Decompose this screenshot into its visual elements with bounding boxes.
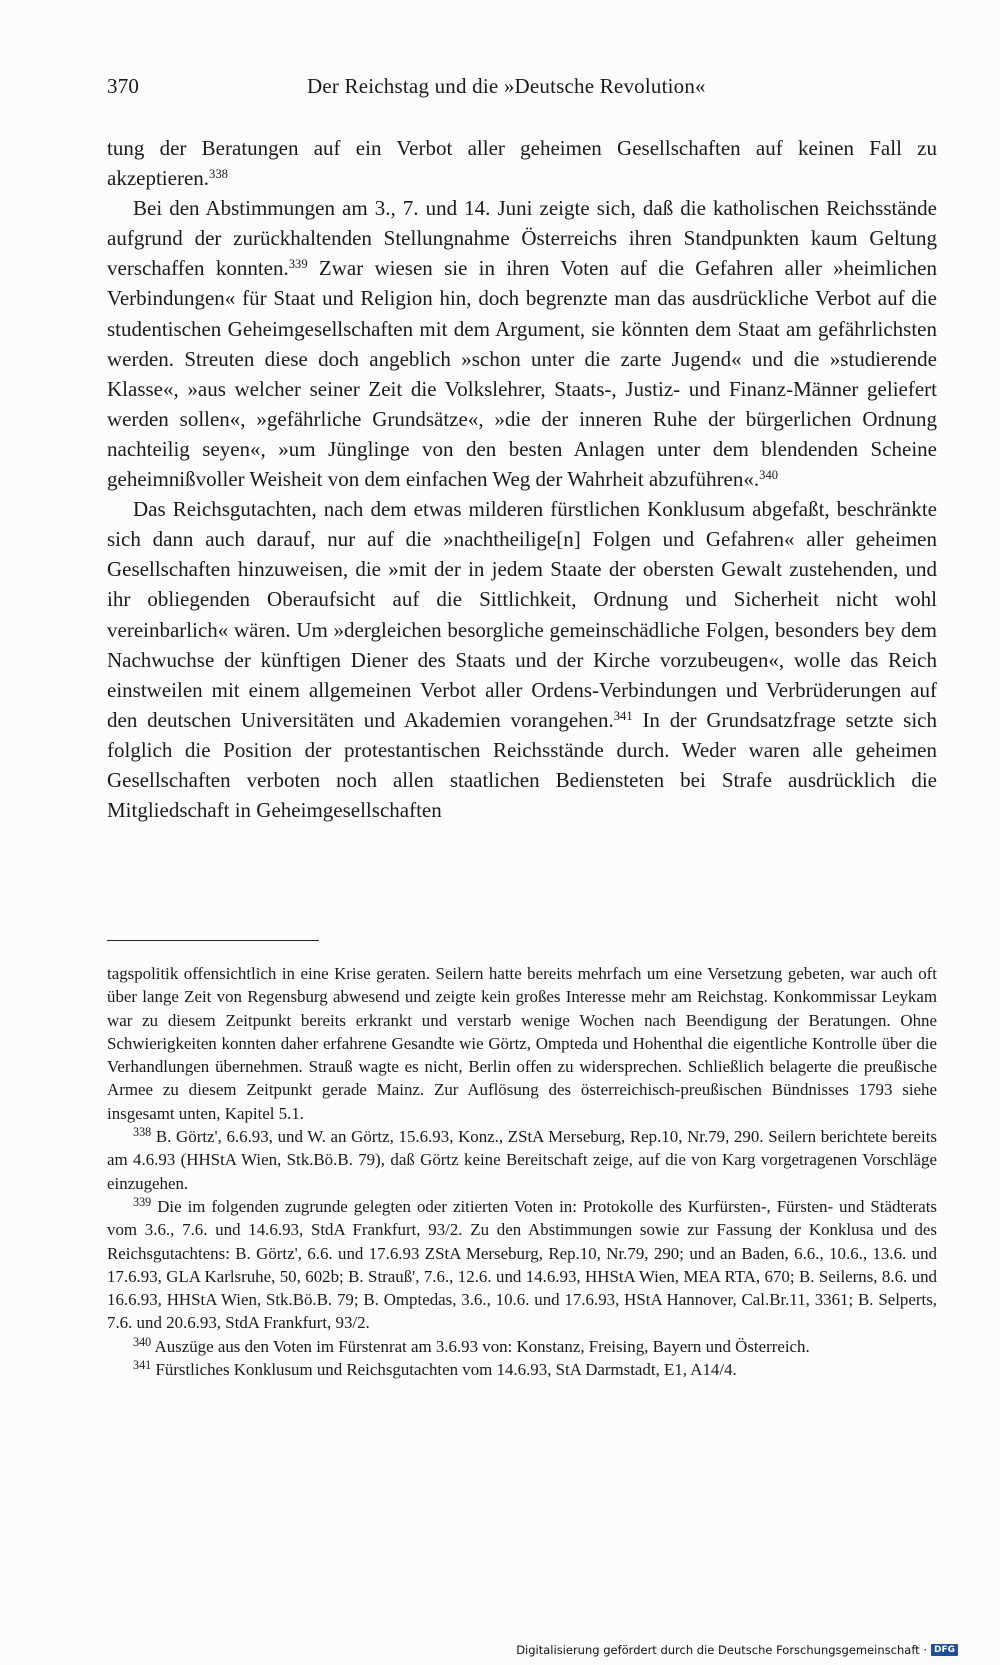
dfg-logo-icon: DFG	[931, 1644, 958, 1656]
paragraph-text: tung der Beratungen auf ein Verbot aller geheimen Gesellschaften auf keinen Fall zu akzeptieren.	[107, 136, 937, 191]
footnote-divider	[107, 940, 319, 941]
footnote-ref-340: 340	[759, 468, 779, 483]
footnote-number: 341	[133, 1357, 152, 1372]
footnote-text: Auszüge aus den Voten im Fürstenrat am 3.6.93 von: Konstanz, Freising, Bayern und Österreich.	[151, 1336, 810, 1356]
paragraph-2	[107, 193, 937, 494]
footnote-number: 340	[133, 1334, 152, 1349]
page-number: 370	[107, 74, 140, 98]
footnotes	[107, 962, 937, 1381]
footnote-text: Fürstliches Konklusum und Reichsgutachten vom 14.6.93, StA Darmstadt, E1, A14/4.	[151, 1360, 737, 1380]
paragraph-text: Zwar wiesen sie in ihren Voten auf die Gefahren aller »heimlichen Verbindungen« für Staat und Religion hin, doch begrenzte man das ausdrückliche Verbot auf die studentischen Geheimgesellschaften mit dem Argument, sie könnten dem Staat am gefährlichsten werden. Streuten diese doch angeblich »schon unter die zarte Jugend« und die »studierende Klasse«, »aus welcher seiner Zeit die Volkslehrer, Staats-, Justiz- und Finanz-Männer geliefert werden sollen«, »gefährliche Grundsätze«, »die der inneren Ruhe der bürgerlichen Ordnung nachteilig seyen«, »um Jünglinge von den besten Anlagen unter dem blendenden Scheine geheimnißvoller Weisheit von dem einfachen Weg der Wahrheit abzuführen«.	[107, 256, 937, 492]
paragraph-3	[107, 494, 937, 825]
footnote-continuation: tagspolitik offensichtlich in eine Krise geraten. Seilern hatte bereits mehrfach um eine Versetzung gebeten, war auch oft über lange Zeit von Regensburg abwesend und zeigte kein großes Interesse mehr am Reichstag. Konkommissar Leykam war zu diesem Zeitpunkt bereits erkrankt und verstarb wenige Wochen nach Beendigung der Beratungen. Ohne Schwierigkeiten konnten daher erfahrene Gesandte wie Görtz, Ompteda und Hohenthal die eigentliche Kontrolle über die Verhandlungen übernehmen. Strauß wagte es nicht, Berlin offen zu widersprechen. Schließlich belagerte die preußische Armee zu diesem Zeitpunkt gerade Mainz. Zur Auflösung des österreichisch-preußischen Bündnisses 1793 siehe insgesamt unten, Kapitel 5.1.	[107, 964, 937, 1123]
running-title: Der Reichstag und die »Deutsche Revolution«	[307, 74, 706, 98]
paragraph-text: Bei den Abstimmungen am 3., 7. und 14. Juni zeigte sich, daß die katholischen Reichsstände aufgrund der zurückhaltenden Stellungnahme Österreichs ihren Standpunkten kaum Geltung verschaffen konnten.	[107, 196, 937, 281]
footnote-ref-338: 338	[209, 167, 228, 182]
footnote-text: Die im folgenden zugrunde gelegten oder zitierten Voten in: Protokolle des Kurfürsten-, Fürsten- und Städterats vom 3.6., 7.6. und 14.6.93, StdA Frankfurt, 93/2. Zu den Abstimmungen sowie zur Fassung der Konklusa und des Reichsgutachtens: B. Görtz', 6.6. und 17.6.93 ZStA Merseburg, Rep.10, Nr.79, 290; und an Baden, 6.6., 10.6., 13.6. und 17.6.93, GLA Karlsruhe, 50, 602b; B. Strauß', 7.6., 12.6. und 14.6.93, HHStA Wien, MEA RTA, 670; B. Seilerns, 8.6. und 16.6.93, HHStA Wien, Stk.Bö.B. 79; B. Omptedas, 3.6., 10.6. und 17.6.93, HStA Hannover, Cal.Br.11, 3361; B. Selperts, 7.6. und 20.6.93, StdA Frankfurt, 93/2.	[107, 1196, 937, 1333]
footnote-text: B. Görtz', 6.6.93, und W. an Görtz, 15.6.93, Konz., ZStA Merseburg, Rep.10, Nr.79, 290. Seilern berichtete bereits am 4.6.93 (HHStA Wien, Stk.Bö.B. 79), daß Görtz keine Bereitschaft zeige, auf die von Karg vorgetragenen Vorschläge einzugehen.	[107, 1127, 937, 1193]
paragraph-1	[107, 133, 937, 193]
footnote-339	[107, 1195, 937, 1335]
main-text	[107, 133, 937, 825]
footnote-ref-341: 341	[613, 708, 633, 723]
footnote-341	[107, 1358, 937, 1381]
paragraph-text: In der Grundsatzfrage setzte sich folglich die Position der protestantischen Reichsstände durch. Weder waren alle geheimen Gesellschaften verboten noch allen staatlichen Bediensteten bei Strafe ausdrücklich die Mitgliedschaft in Geheimgesellschaften	[107, 707, 937, 823]
credit-text: Digitalisierung gefördert durch die Deutsche Forschungsgemeinschaft ·	[516, 1643, 927, 1657]
footnote-338	[107, 1125, 937, 1195]
footnote-number: 338	[133, 1125, 152, 1139]
paragraph-text: Das Reichsgutachten, nach dem etwas milderen fürstlichen Konklusum abgefaßt, beschränkte sich dann auch darauf, nur auf die »nachtheilige[n] Folgen und Gefahren« aller geheimen Gesellschaften hinzuweisen, die »mit der in jedem Staate der obersten Gewalt zustehenden, und ihr obliegenden Oberaufsicht auf die Sittlichkeit, Ordnung und Sicherheit nicht wohl vereinbarlich« wären. Um »dergleichen besorgliche gemeinschädliche Folgen, besonders bey dem Nachwuchse der künftigen Diener des Staats und der Kirche vorzubeugen«, wolle das Reich einstweilen mit einem allgemeinen Verbot aller Ordens-Verbindungen und Verbrüderungen auf den deutschen Universitäten und Akademien vorangehen.	[107, 497, 937, 732]
footnote-number: 339	[133, 1194, 152, 1209]
footnote-340	[107, 1335, 937, 1358]
digitization-credit	[516, 1643, 958, 1657]
footnote-ref-339: 339	[288, 257, 308, 272]
